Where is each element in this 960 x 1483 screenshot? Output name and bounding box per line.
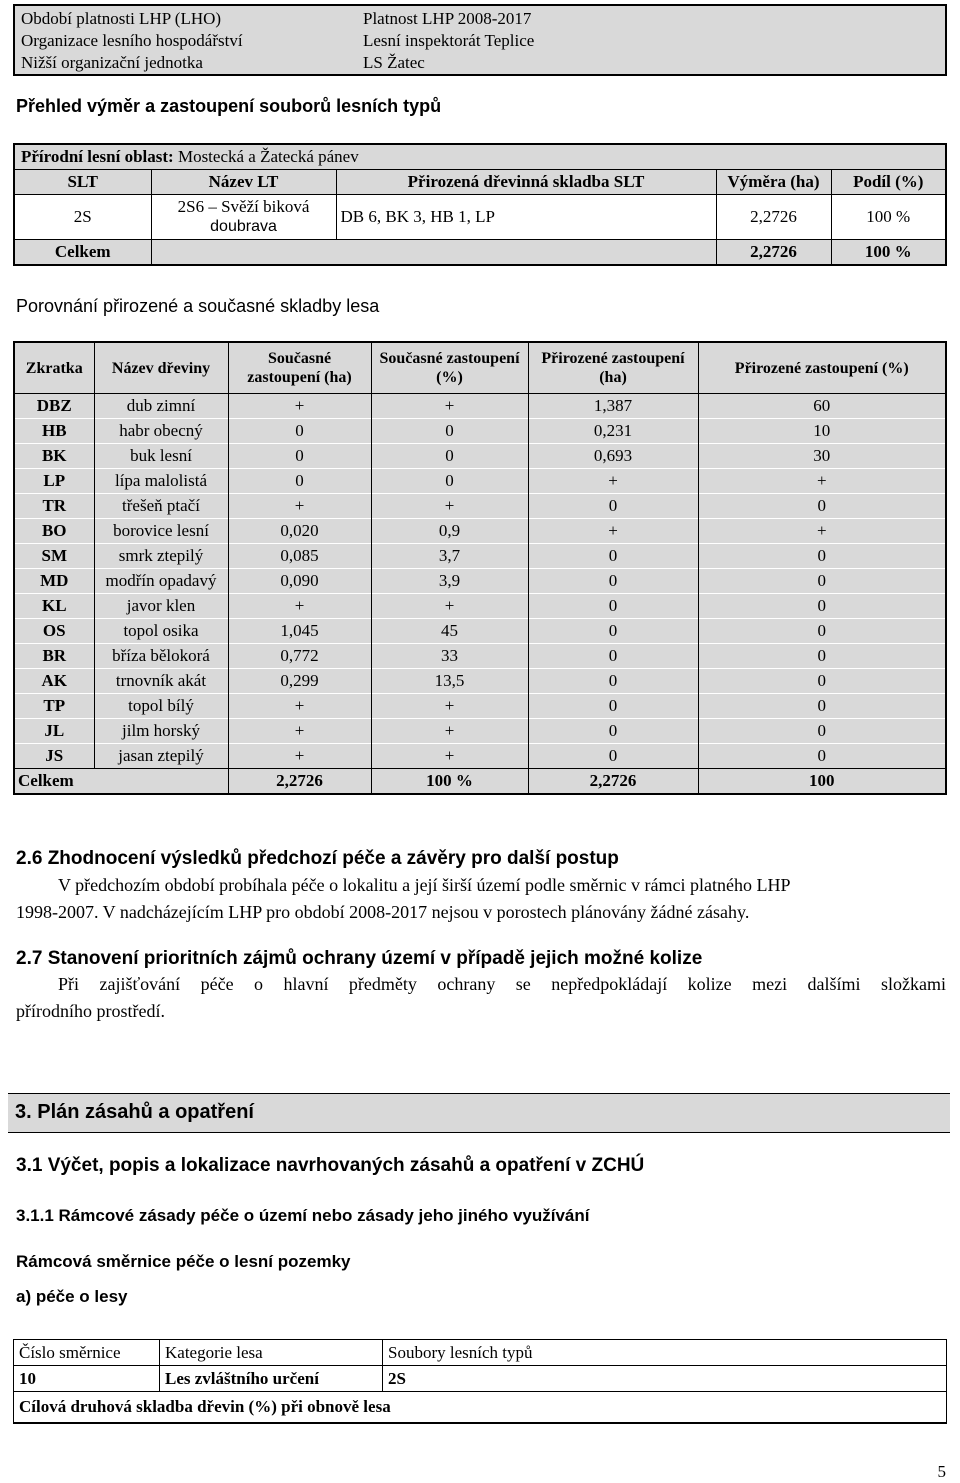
species-code: LP bbox=[14, 469, 94, 494]
lt-total-area: 2,2726 bbox=[750, 242, 797, 261]
lt-header-share: Podíl (%) bbox=[853, 172, 924, 191]
natural-pct: 0 bbox=[698, 544, 946, 569]
current-ha: 0,085 bbox=[228, 544, 371, 569]
lt-data-row bbox=[14, 195, 946, 240]
section-title-composition-comparison: Porovnání přirozené a současné skladby lesa bbox=[16, 296, 380, 316]
natural-ha: 0 bbox=[528, 569, 698, 594]
natural-pct: 0 bbox=[698, 694, 946, 719]
current-ha: 0 bbox=[228, 444, 371, 469]
current-ha: + bbox=[228, 394, 371, 419]
guideline-footer: Cílová druhová skladba dřevin (%) při obnově lesa bbox=[14, 1392, 947, 1424]
species-total-label: Celkem bbox=[14, 769, 228, 795]
lt-region-row bbox=[14, 144, 946, 170]
species-code: KL bbox=[14, 594, 94, 619]
table-row bbox=[14, 719, 946, 744]
table-row bbox=[14, 544, 946, 569]
species-code: DBZ bbox=[14, 394, 94, 419]
natural-ha: 0 bbox=[528, 644, 698, 669]
guideline-header-category: Kategorie lesa bbox=[160, 1340, 383, 1366]
natural-ha: 0 bbox=[528, 694, 698, 719]
current-pct: 0 bbox=[371, 419, 528, 444]
species-code: OS bbox=[14, 619, 94, 644]
table-row bbox=[14, 669, 946, 694]
section-2-7-line1: Při zajišťování péče o hlavní předměty ochrany se nepředpokládají kolize mezi dalšími složkami bbox=[58, 974, 946, 994]
natural-ha: 0 bbox=[528, 544, 698, 569]
species-name: topol bílý bbox=[94, 694, 228, 719]
species-total-natural-ha: 2,2726 bbox=[528, 769, 698, 795]
current-pct: + bbox=[371, 694, 528, 719]
section-title-3: 3. Plán zásahů a opatření bbox=[15, 1101, 254, 1123]
guideline-category: Les zvláštního určení bbox=[160, 1366, 383, 1392]
lt-header-composition: Přirozená dřevinná skladba SLT bbox=[407, 172, 645, 191]
species-header-name: Název dřeviny bbox=[94, 342, 228, 394]
table-row bbox=[14, 419, 946, 444]
section-3-heading-bar bbox=[8, 1093, 950, 1133]
current-ha: + bbox=[228, 494, 371, 519]
section-2-6-line2: 1998-2007. V nadcházejícím LHP pro období 2008-2017 nejsou v porostech plánovány žádné zásahy. bbox=[16, 902, 750, 922]
current-ha: 0 bbox=[228, 419, 371, 444]
lt-header-row bbox=[14, 170, 946, 195]
lt-area-cell: 2,2726 bbox=[716, 195, 831, 240]
table-row bbox=[14, 594, 946, 619]
header-organization-label: Organizace lesního hospodářství bbox=[21, 31, 243, 50]
header-inspectorate: Lesní inspektorát Teplice bbox=[363, 31, 535, 50]
current-ha: 0 bbox=[228, 469, 371, 494]
species-name: jasan ztepilý bbox=[94, 744, 228, 769]
species-header-code: Zkratka bbox=[14, 342, 94, 394]
section-title-2-7: 2.7 Stanovení prioritních zájmů ochrany území v případě jejich možné kolize bbox=[16, 948, 703, 969]
natural-pct: 60 bbox=[698, 394, 946, 419]
species-code: JL bbox=[14, 719, 94, 744]
lt-share-cell: 100 % bbox=[831, 195, 946, 240]
natural-ha: 0 bbox=[528, 719, 698, 744]
table-row bbox=[14, 469, 946, 494]
current-ha: + bbox=[228, 744, 371, 769]
species-total-current-ha: 2,2726 bbox=[228, 769, 371, 795]
guideline-header-types: Soubory lesních typů bbox=[383, 1340, 947, 1366]
natural-pct: + bbox=[698, 469, 946, 494]
table-row bbox=[14, 619, 946, 644]
lt-total-label: Celkem bbox=[54, 242, 111, 261]
table-row bbox=[14, 494, 946, 519]
current-ha: 0,090 bbox=[228, 569, 371, 594]
guideline-number: 10 bbox=[14, 1366, 160, 1392]
species-table bbox=[13, 341, 947, 795]
species-code: JS bbox=[14, 744, 94, 769]
region-value: Mostecká a Žatecká pánev bbox=[177, 147, 359, 166]
table-row bbox=[14, 694, 946, 719]
table-row bbox=[14, 394, 946, 419]
species-total-current-pct: 100 % bbox=[371, 769, 528, 795]
current-pct: 0,9 bbox=[371, 519, 528, 544]
natural-ha: 0,231 bbox=[528, 419, 698, 444]
species-name: bříza bělokorá bbox=[94, 644, 228, 669]
section-2-6-body bbox=[16, 872, 946, 926]
section-2-7-line2: přírodního prostředí. bbox=[16, 1001, 165, 1021]
natural-pct: 0 bbox=[698, 569, 946, 594]
natural-pct: + bbox=[698, 519, 946, 544]
current-pct: 3,7 bbox=[371, 544, 528, 569]
guideline-table bbox=[13, 1339, 947, 1424]
species-total-natural-pct: 100 bbox=[698, 769, 946, 795]
species-code: AK bbox=[14, 669, 94, 694]
species-header-row bbox=[14, 342, 946, 394]
species-code: SM bbox=[14, 544, 94, 569]
table-row bbox=[14, 569, 946, 594]
current-pct: + bbox=[371, 594, 528, 619]
header-left bbox=[14, 5, 357, 75]
current-pct: 45 bbox=[371, 619, 528, 644]
natural-ha: 0 bbox=[528, 594, 698, 619]
current-pct: 0 bbox=[371, 469, 528, 494]
document-header bbox=[13, 4, 947, 76]
table-row bbox=[14, 444, 946, 469]
natural-pct: 0 bbox=[698, 594, 946, 619]
current-pct: 33 bbox=[371, 644, 528, 669]
species-name: borovice lesní bbox=[94, 519, 228, 544]
species-name: dub zimní bbox=[94, 394, 228, 419]
lt-header-area: Výměra (ha) bbox=[727, 172, 820, 191]
species-name: lípa malolistá bbox=[94, 469, 228, 494]
current-pct: + bbox=[371, 744, 528, 769]
lt-name-cell bbox=[151, 195, 336, 240]
lt-header-name: Název LT bbox=[208, 172, 279, 191]
current-pct: + bbox=[371, 394, 528, 419]
species-header-natural-ha: Přirozené zastoupení (ha) bbox=[528, 342, 698, 394]
header-forest-district: LS Žatec bbox=[363, 53, 425, 72]
species-name: javor klen bbox=[94, 594, 228, 619]
species-code: TR bbox=[14, 494, 94, 519]
natural-ha: 0 bbox=[528, 619, 698, 644]
section-2-7-body bbox=[16, 971, 946, 1025]
table-row bbox=[14, 744, 946, 769]
lt-composition-cell: DB 6, BK 3, HB 1, LP bbox=[336, 195, 716, 240]
species-header-current-ha: Současné zastoupení (ha) bbox=[228, 342, 371, 394]
natural-pct: 10 bbox=[698, 419, 946, 444]
guideline-header-number: Číslo směrnice bbox=[14, 1340, 160, 1366]
natural-pct: 0 bbox=[698, 619, 946, 644]
natural-pct: 0 bbox=[698, 644, 946, 669]
natural-pct: 0 bbox=[698, 719, 946, 744]
species-name: jilm horský bbox=[94, 719, 228, 744]
header-validity: Platnost LHP 2008-2017 bbox=[363, 9, 532, 28]
guideline-types: 2S bbox=[383, 1366, 947, 1392]
species-name: trnovník akát bbox=[94, 669, 228, 694]
species-code: BK bbox=[14, 444, 94, 469]
current-ha: + bbox=[228, 694, 371, 719]
section-title-3-1: 3.1 Výčet, popis a lokalizace navrhovaných zásahů a opatření v ZCHÚ bbox=[16, 1155, 645, 1176]
lt-total-share: 100 % bbox=[864, 242, 912, 261]
natural-pct: 0 bbox=[698, 744, 946, 769]
lt-total-row bbox=[14, 240, 946, 266]
lt-name-line2: doubrava bbox=[210, 218, 277, 235]
natural-pct: 0 bbox=[698, 669, 946, 694]
natural-ha: 0 bbox=[528, 494, 698, 519]
natural-pct: 30 bbox=[698, 444, 946, 469]
species-header-natural-pct: Přirozené zastoupení (%) bbox=[698, 342, 946, 394]
species-name: topol osika bbox=[94, 619, 228, 644]
natural-ha: + bbox=[528, 519, 698, 544]
species-code: HB bbox=[14, 419, 94, 444]
current-pct: + bbox=[371, 719, 528, 744]
species-code: MD bbox=[14, 569, 94, 594]
current-ha: 1,045 bbox=[228, 619, 371, 644]
current-ha: + bbox=[228, 594, 371, 619]
lt-table bbox=[13, 143, 947, 266]
species-name: smrk ztepilý bbox=[94, 544, 228, 569]
section-title-2-6: 2.6 Zhodnocení výsledků předchozí péče a závěry pro další postup bbox=[16, 848, 619, 869]
section-title-3-1-1: 3.1.1 Rámcové zásady péče o území nebo zásady jeho jiného využívání bbox=[16, 1206, 590, 1225]
page-number: 5 bbox=[937, 1462, 946, 1481]
current-ha: 0,299 bbox=[228, 669, 371, 694]
species-name: habr obecný bbox=[94, 419, 228, 444]
guideline-footer-row bbox=[14, 1392, 947, 1424]
species-total-row bbox=[14, 769, 946, 795]
lt-header-slt: SLT bbox=[67, 172, 99, 191]
natural-ha: 0 bbox=[528, 744, 698, 769]
species-code: BO bbox=[14, 519, 94, 544]
table-row bbox=[14, 644, 946, 669]
lt-name-line1: 2S6 – Svěží biková bbox=[177, 197, 310, 216]
natural-ha: 0 bbox=[528, 669, 698, 694]
natural-ha: 1,387 bbox=[528, 394, 698, 419]
section-title-lt-overview: Přehled výměr a zastoupení souborů lesních typů bbox=[16, 96, 442, 116]
current-ha: + bbox=[228, 719, 371, 744]
natural-pct: 0 bbox=[698, 494, 946, 519]
species-header-current-pct: Současné zastoupení (%) bbox=[371, 342, 528, 394]
current-ha: 0,020 bbox=[228, 519, 371, 544]
guideline-value-row bbox=[14, 1366, 947, 1392]
header-right bbox=[357, 5, 946, 75]
current-pct: 3,9 bbox=[371, 569, 528, 594]
section-2-6-line1: V předchozím období probíhala péče o lokalitu a její širší území podle směrnic v rámci platného LHP bbox=[58, 875, 791, 895]
species-table-body bbox=[14, 394, 946, 769]
lt-slt-cell: 2S bbox=[14, 195, 151, 240]
region-label: Přírodní lesní oblast: bbox=[21, 147, 174, 166]
header-unit-label: Nižší organizační jednotka bbox=[21, 53, 203, 72]
guideline-header-row bbox=[14, 1340, 947, 1366]
table-row bbox=[14, 519, 946, 544]
natural-ha: 0,693 bbox=[528, 444, 698, 469]
header-period-label: Období platnosti LHP (LHO) bbox=[21, 9, 222, 28]
species-code: BR bbox=[14, 644, 94, 669]
guideline-title: Rámcová směrnice péče o lesní pozemky bbox=[16, 1252, 351, 1271]
current-pct: 13,5 bbox=[371, 669, 528, 694]
species-name: buk lesní bbox=[94, 444, 228, 469]
species-name: modřín opadavý bbox=[94, 569, 228, 594]
current-pct: 0 bbox=[371, 444, 528, 469]
species-code: TP bbox=[14, 694, 94, 719]
species-name: třešeň ptačí bbox=[94, 494, 228, 519]
natural-ha: + bbox=[528, 469, 698, 494]
guideline-subtitle: a) péče o lesy bbox=[16, 1287, 128, 1306]
current-pct: + bbox=[371, 494, 528, 519]
current-ha: 0,772 bbox=[228, 644, 371, 669]
